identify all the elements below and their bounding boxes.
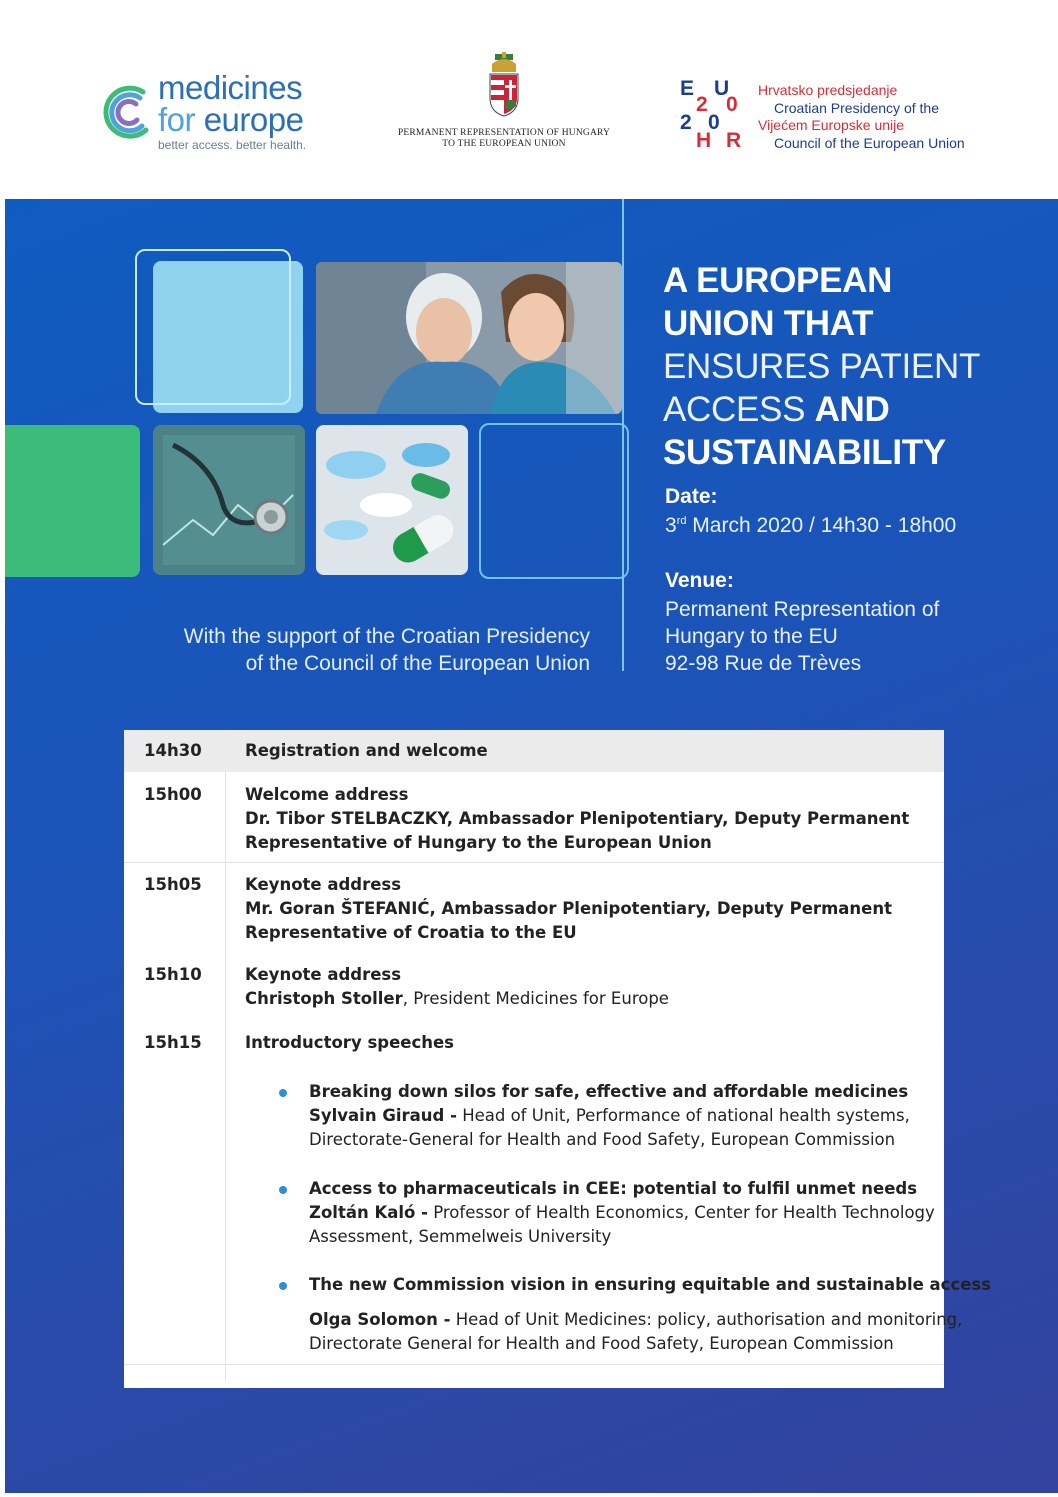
column-divider xyxy=(225,772,226,1380)
venue-address: Permanent Representation of Hungary to the EU 92-98 Rue de Trèves xyxy=(665,598,940,675)
agenda-time: 15h05 xyxy=(144,875,202,894)
mfe-wordmark-line2: for europe xyxy=(158,101,304,138)
agenda-row xyxy=(124,730,944,772)
bullet-icon xyxy=(279,1186,287,1194)
croatian-presidency-logo xyxy=(678,78,998,158)
agenda-time: 14h30 xyxy=(144,741,202,760)
photo-stethoscope xyxy=(153,425,305,575)
outline-square-bottom xyxy=(479,423,629,579)
agenda-time: 15h10 xyxy=(144,965,202,984)
photo-pills xyxy=(316,425,468,575)
agenda-item-details: Welcome address Dr. Tibor STELBACZKY, Ambassador Plenipotentiary, Deputy Permanent Representative of Hungary to the European Union xyxy=(245,785,910,852)
medicines-for-europe-swirl-icon xyxy=(98,82,158,142)
hungary-representation-text: PERMANENT REPRESENTATION OF HUNGARY TO THE EUROPEAN UNION xyxy=(397,128,611,149)
agenda-item-details: Keynote address Christoph Stoller, President Medicines for Europe xyxy=(245,965,669,1008)
bullet-icon xyxy=(279,1089,287,1097)
row-separator xyxy=(124,862,944,863)
date-label: Date: xyxy=(665,485,718,508)
mfe-tagline: better access. better health. xyxy=(158,138,307,152)
agenda-time: 15h15 xyxy=(144,1033,202,1052)
date-value: 3rd March 2020 / 14h30 - 18h00 xyxy=(665,514,957,537)
vertical-divider xyxy=(622,199,624,671)
agenda-time: 15h00 xyxy=(144,785,202,804)
venue-label: Venue: xyxy=(665,569,734,592)
hungary-representation-logo xyxy=(388,52,620,152)
speech-item: Access to pharmaceuticals in CEE: potential to fulfil unmet needs Zoltán Kaló - Professor of Health Economics, Center for Health Technology Assessment, Semmelweis University xyxy=(309,1179,935,1246)
agenda-item-details: Keynote address Mr. Goran ŠTEFANIĆ, Ambassador Plenipotentiary, Deputy Permanent Representative of Croatia to the EU xyxy=(245,875,892,942)
presidency-support-note: With the support of the Croatian Presidency of the Council of the European Union xyxy=(183,625,590,675)
medicines-for-europe-logo xyxy=(98,69,338,162)
speech-item: Breaking down silos for safe, effective and affordable medicines Sylvain Giraud - Head of Unit, Performance of national health systems, Directorate-General for Health and Food Safety, European Commission xyxy=(309,1082,910,1149)
bullet-icon xyxy=(279,1282,287,1290)
outline-square-top xyxy=(135,249,291,405)
agenda-item-title: Registration and welcome xyxy=(245,741,488,760)
speech-item: The new Commission vision in ensuring equitable and sustainable access Olga Solomon - Head of Unit Medicines: policy, authorisation and monitoring, Directorate General for Health and Food Safety, European Commission xyxy=(309,1275,992,1353)
eu2020hr-monogram: E U 2 0 2 0 H R xyxy=(680,77,742,152)
photo-elderly-woman-and-carer xyxy=(316,262,622,414)
mfe-wordmark-line1: medicines xyxy=(158,69,303,106)
hungary-coat-of-arms-icon xyxy=(486,52,522,118)
event-title: A EUROPEAN UNION THAT ENSURES PATIENT ACCESS AND SUSTAINABILITY xyxy=(663,261,981,472)
green-accent-block xyxy=(5,425,140,577)
agenda-table xyxy=(124,730,992,1388)
agenda-item-title: Introductory speeches xyxy=(245,1033,454,1052)
row-separator xyxy=(124,1364,944,1365)
croatian-presidency-text: Hrvatsko predsjedanje Croatian Presidency of the Vijećem Europske unije Council of the European Union xyxy=(758,82,965,151)
